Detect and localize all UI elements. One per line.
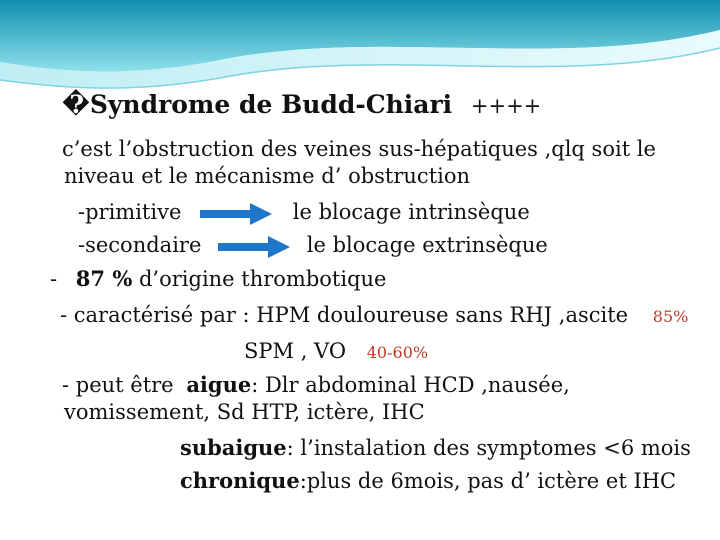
chronique-text: :plus de 6mois, pas d’ ictère et IHC [299,469,677,493]
title-text: Syndrome de Budd-Chiari [89,90,453,119]
secondaire-row [78,232,548,258]
thrombotic-row [50,266,386,292]
arrow-right-icon [218,236,290,258]
subaigue-text: : l’instalation des symptomes <6 mois [286,436,691,460]
aigue-label: aigue [186,372,252,397]
primitive-label: -primitive [78,200,182,224]
thrombotic-dash: - [50,267,58,291]
spm-percent: 40-60% [366,343,429,362]
subaigue-row [180,435,691,461]
characterized-row [60,302,688,330]
header-wave-decoration [0,0,720,95]
thrombotic-percent: 87 % [75,266,133,291]
slide-title [62,90,541,121]
secondaire-label: -secondaire [78,233,202,257]
arrow-right-icon [200,203,272,225]
title-bullet: � [62,90,90,119]
aigue-line-2: vomissement, Sd HTP, ictère, IHC [64,400,425,424]
aigue-row [62,372,570,398]
definition-line-1: c’est l’obstruction des veines sus-hépatiques ,qlq soit le [62,137,656,161]
definition-line-2: niveau et le mécanisme d’ obstruction [64,164,471,188]
aigue-prefix: - peut être [62,373,174,397]
chronique-label: chronique [180,468,300,493]
secondaire-description: le blocage extrinsèque [306,233,548,257]
spm-text: SPM , VO [244,339,347,363]
aigue-text: : Dlr abdominal HCD ,nausée, [251,373,570,397]
characterized-text: - caractérisé par : HPM douloureuse sans RHJ ,ascite [60,303,629,327]
spm-row [244,338,428,366]
chronique-row [180,468,676,494]
title-suffix: ++++ [470,94,542,118]
thrombotic-text: d’origine thrombotique [138,267,387,291]
primitive-row [78,199,530,225]
primitive-description: le blocage intrinsèque [292,200,530,224]
subaigue-label: subaigue [180,435,287,460]
ascite-percent: 85% [652,307,689,326]
